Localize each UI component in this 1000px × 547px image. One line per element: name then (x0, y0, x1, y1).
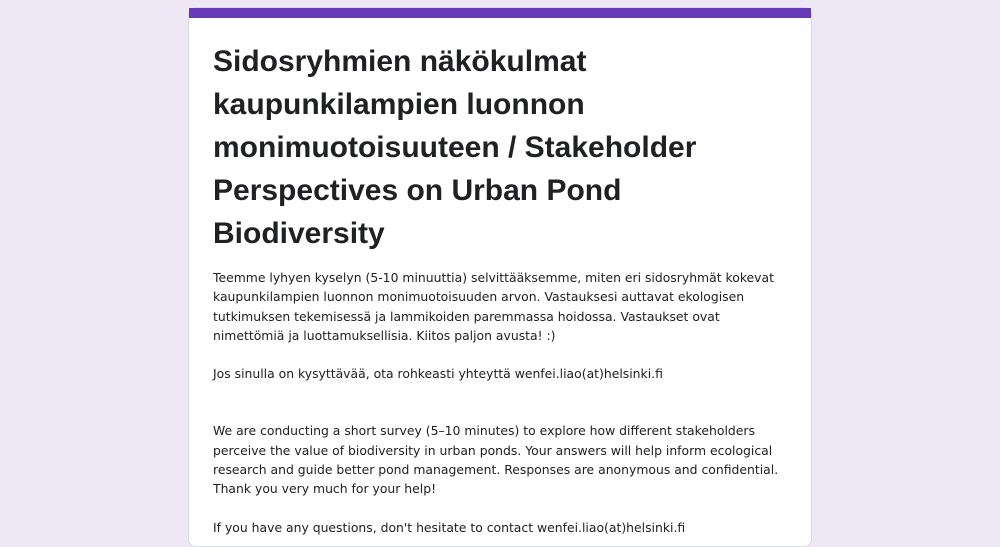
form-header-card (188, 7, 812, 547)
description-finnish-intro: Teemme lyhyen kyselyn (5-10 minuuttia) selvittääksemme, miten eri sidosryhmät kokevat kaupunkilampien luonnon monimuotoisuuden arvon. Vastauksesi auttavat ekologisen tutkimuksen tekemisessä ja lammikoiden paremmassa hoidossa. Vastaukset ovat nimettömiä ja luottamuksellisia. Kiitos paljon avusta! :) (213, 270, 774, 343)
form-title: Sidosryhmien näkökulmat kaupunkilampien luonnon monimuotoisuuteen / Stakeholder Perspectives on Urban Pond Biodiversity (213, 45, 697, 250)
description-english-intro: We are conducting a short survey (5–10 minutes) to explore how different stakeholders perceive the value of biodiversity in urban ponds. Your answers will help inform ecological research and guide better pond management. Responses are anonymous and confidential. Thank you very much for your help! (213, 423, 779, 497)
paragraph-spacer (213, 499, 787, 518)
form-description (213, 268, 787, 537)
form-header-body (189, 18, 811, 537)
form-accent-bar (189, 8, 811, 18)
description-english-contact: If you have any questions, don't hesitate to contact wenfei.liao(at)helsinki.fi (213, 519, 686, 535)
description-finnish-contact: Jos sinulla on kysyttävää, ota rohkeasti yhteyttä wenfei.liao(at)helsinki.fi (213, 366, 663, 382)
paragraph-spacer (213, 383, 787, 421)
paragraph-spacer (213, 345, 787, 364)
